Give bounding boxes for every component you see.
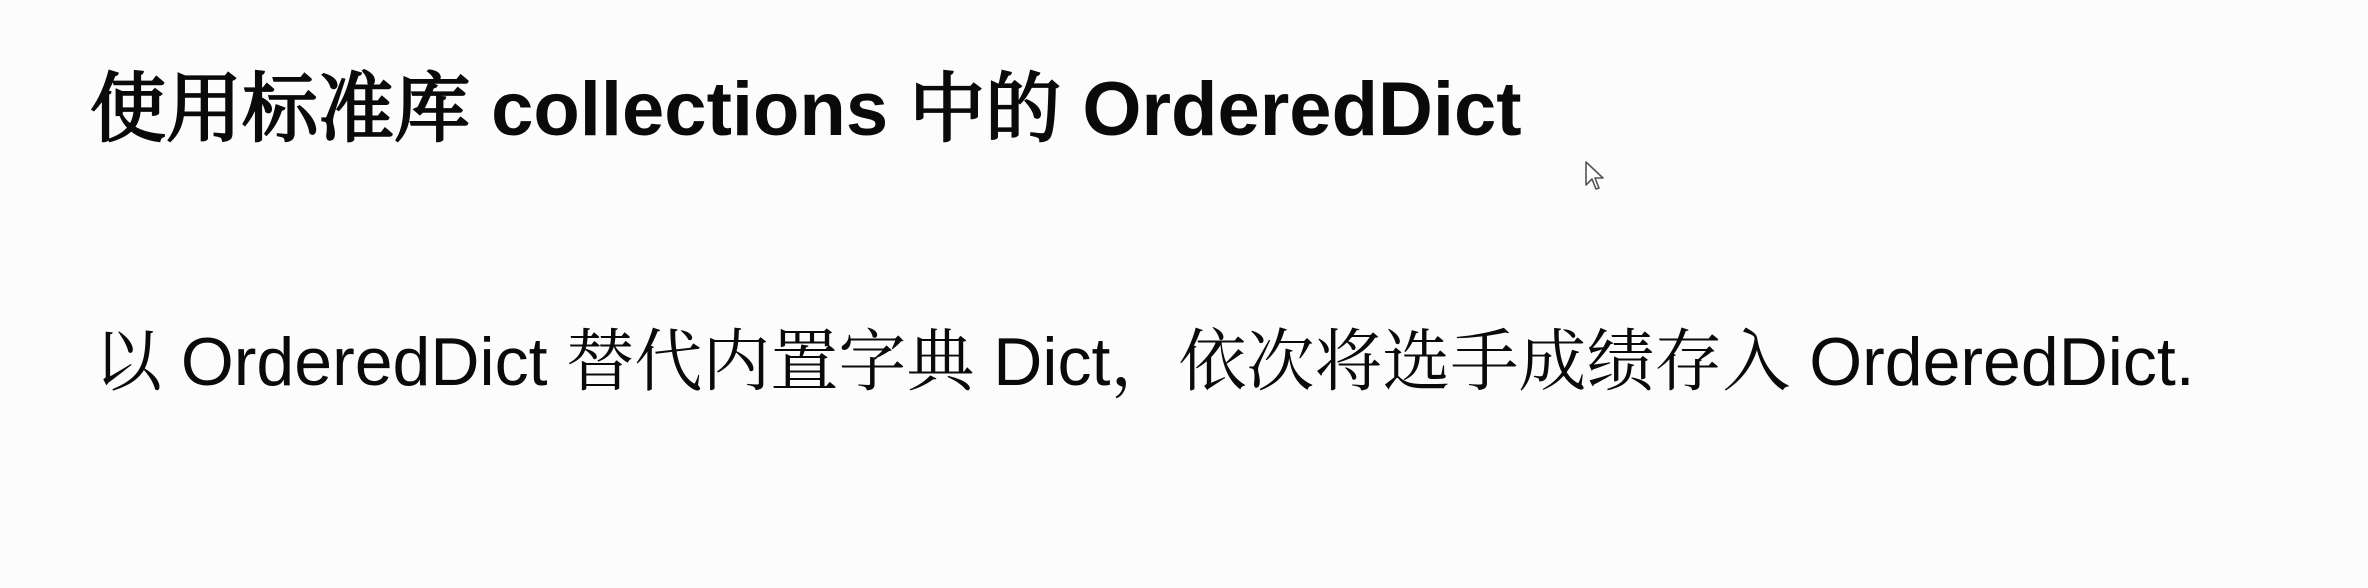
mouse-pointer-icon xyxy=(1584,160,1606,192)
slide-title: 使用标准库 collections 中的 OrderedDict xyxy=(90,67,1522,152)
slide-body-text: 以 OrderedDict 替代内置字典 Dict，依次将选手成绩存入 OrderedDict. xyxy=(94,324,2195,400)
